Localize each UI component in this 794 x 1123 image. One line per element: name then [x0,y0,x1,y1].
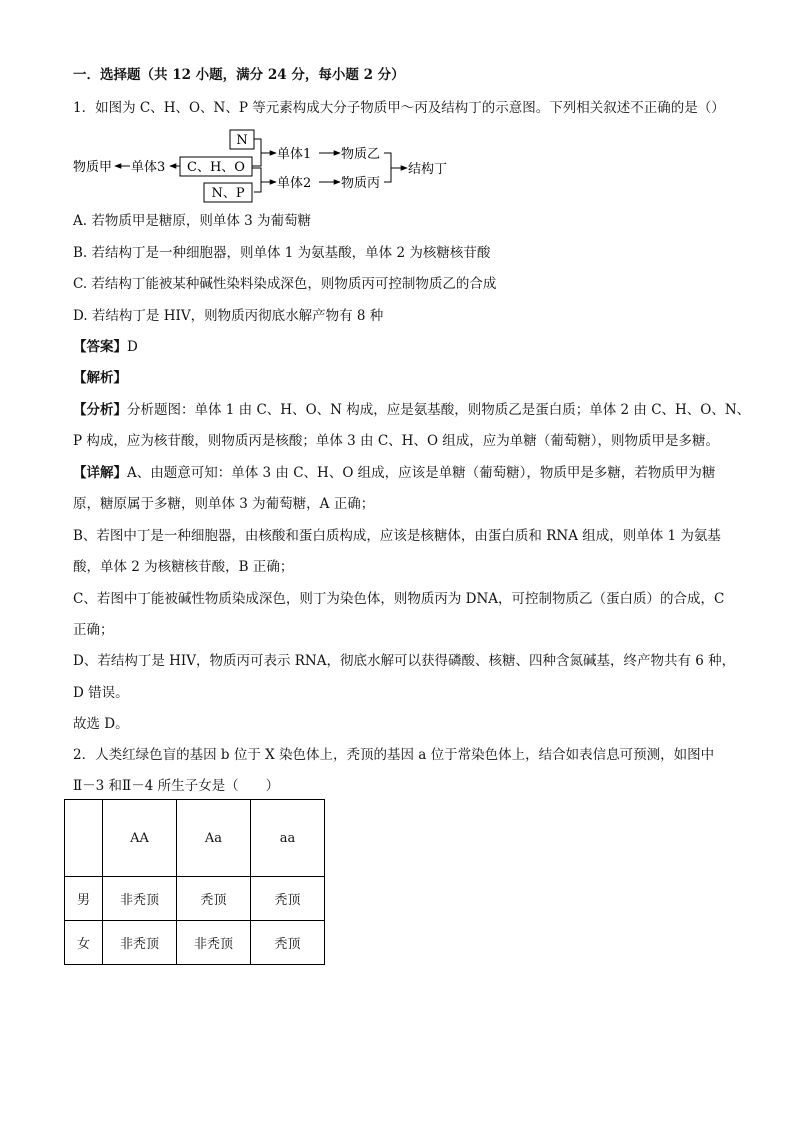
table-cell: 秃顶 [177,877,251,921]
option-d: D. 若结构丁是 HIV，则物质丙彻底水解产物有 8 种 [73,308,384,324]
xiangjie-line-5: C、若图中丁能被碱性物质染成深色，则丁为染色体，则物质丙为 DNA，可控制物质乙（蛋白质）的合成，C [73,591,725,607]
dan2-label: 单体2 [277,176,312,191]
option-a: A. 若物质甲是糖原，则单体 3 为葡萄糖 [73,213,312,229]
table-row [65,877,325,921]
xiangjie-line-3: B、若图中丁是一种细胞器，由核酸和蛋白质构成，应该是核糖体，由蛋白质和 RNA 组成，则单体 1 为氨基 [73,528,721,544]
xiangjie-line-9: 故选 D。 [73,716,129,732]
section-title: 一．选择题（共 12 小题，满分 24 分，每小题 2 分） [73,67,405,83]
table-cell: 非秃顶 [103,877,177,921]
xiangjie-line-4: 酸，单体 2 为核糖核苷酸，B 正确； [73,559,294,575]
box-n-text: N [236,133,248,148]
xiangjie-line-6: 正确； [73,622,114,638]
dan1-label: 单体1 [277,147,312,162]
question-1-stem: 1．如图为 C、H、O、N、P 等元素构成大分子物质甲～丙及结构丁的示意图。下列相关叙述不正确的是（） [73,100,725,116]
xiangjie-line-7: D、若结构丁是 HIV，物质丙可表示 RNA，彻底水解可以获得磷酸、核糖、四种含氮碱基，终产物共有 6 种， [73,653,736,669]
table-cell: 非秃顶 [177,921,251,965]
table-cell: 秃顶 [251,921,325,965]
question-2-stem-2: Ⅱ－3 和Ⅱ－4 所生子女是（ ） [73,778,280,794]
genotype-table [64,799,325,965]
xiangjie-line-1 [73,464,715,482]
table-header-row [65,800,325,877]
box-cho-text: C、H、O [187,160,245,175]
answer-value: D [127,339,138,355]
option-b: B. 若结构丁是一种细胞器，则单体 1 为氨基酸，单体 2 为核糖核苷酸 [73,245,491,261]
table-header-cell: AA [103,800,177,877]
analysis-tag: 【解析】 [73,370,127,386]
table-cell: 秃顶 [251,877,325,921]
table-cell: 非秃顶 [103,921,177,965]
xiangjie-text-1: A、由题意可知：单体 3 由 C、H、O 组成，应该是单糖（葡萄糖），物质甲是多糖，若物质甲为糖 [127,465,716,481]
fenxi-line-2: P 构成，应为核苷酸，则物质丙是核酸；单体 3 由 C、H、O 组成，应为单糖（葡萄糖），则物质甲是多糖。 [73,433,720,449]
table-header-cell [65,800,103,877]
answer-tag: 【答案】 [73,339,127,355]
fenxi-text-1: 分析题图：单体 1 由 C、H、O、N 构成，应是氨基酸，则物质乙是蛋白质；单体 2 由 C、H、O、N、 [127,402,751,418]
dan3-label: 单体3 [131,160,166,175]
xiangjie-line-2: 原，糖原属于多糖，则单体 3 为葡萄糖，A 正确； [73,496,375,512]
bracket-upper [252,139,261,166]
jiegou-ding-label: 结构丁 [408,162,448,177]
bracket-lower [252,168,261,192]
question-1-diagram [70,126,470,206]
wuzhi-bing-label: 物质丙 [341,176,381,191]
table-header-cell: aa [251,800,325,877]
wuzhi-jia-label: 物质甲 [73,160,113,175]
question-2-stem-1: 2．人类红绿色盲的基因 b 位于 X 染色体上，秃顶的基因 a 位于常染色体上，结合如表信息可预测，如图中 [73,747,715,763]
table-row [65,921,325,965]
bracket-right [384,153,391,182]
fenxi-tag: 【分析】 [73,402,127,418]
box-np-text: N、P [211,186,245,201]
answer-line [73,338,138,356]
option-c: C. 若结构丁能被某种碱性染料染成深色，则物质丙可控制物质乙的合成 [73,276,497,292]
fenxi-line-1 [73,401,750,419]
table-cell: 男 [65,877,103,921]
table-header-cell: Aa [177,800,251,877]
table-cell: 女 [65,921,103,965]
wuzhi-yi-label: 物质乙 [341,147,381,162]
xiangjie-line-8: D 错误。 [73,685,129,701]
xiangjie-tag: 【详解】 [73,465,127,481]
